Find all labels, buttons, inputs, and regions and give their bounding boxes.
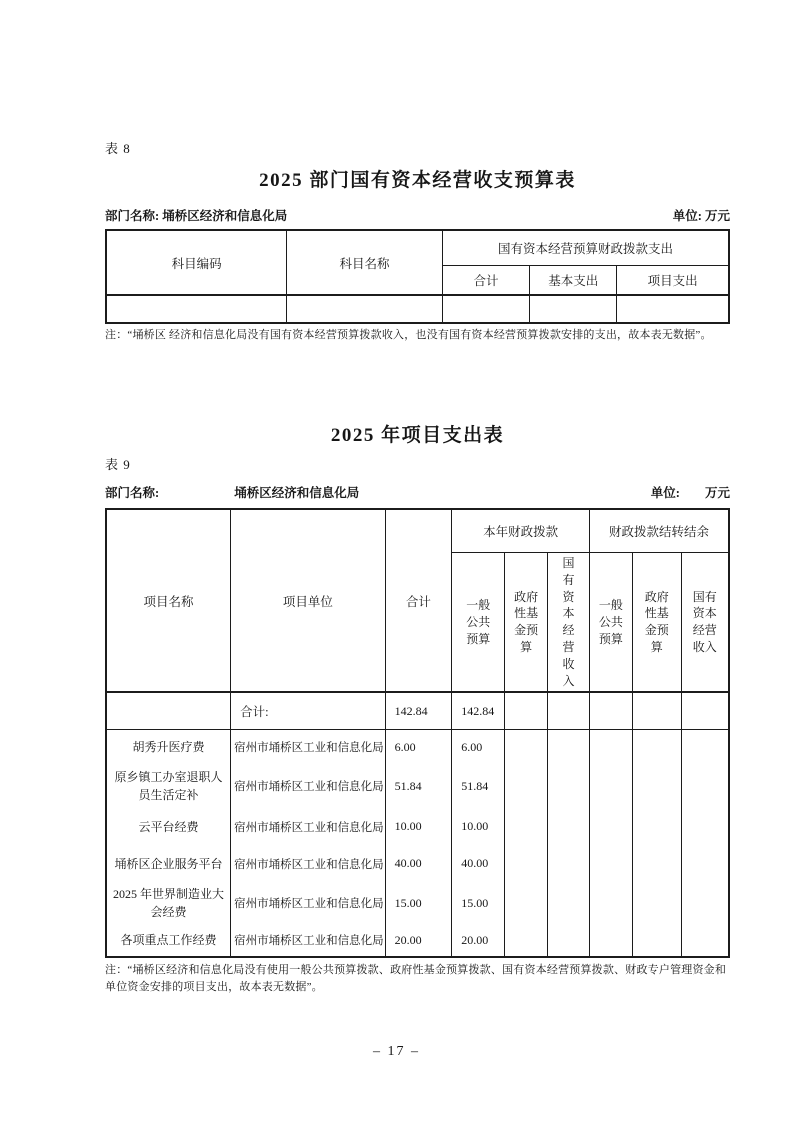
empty-cell: [505, 924, 548, 957]
table9-unit-value: 万元: [704, 486, 730, 501]
empty-cell: [681, 808, 729, 845]
empty-cell: [632, 882, 681, 924]
total-row-total: 142.84: [385, 692, 452, 730]
total-row: [106, 692, 729, 730]
empty-cell: [505, 730, 548, 765]
empty-cell: [681, 692, 729, 730]
state-capital-budget-table: [105, 229, 730, 324]
col-header-gov-fund-budget: 政府性基金预算: [505, 553, 548, 693]
table9-title: 2025 年项目支出表: [330, 425, 505, 447]
empty-cell: [287, 295, 443, 323]
col-header-general-public-budget: 一般公共预算: [452, 553, 505, 693]
col-header-carryover-general-public-budget: 一般公共预算: [589, 553, 632, 693]
empty-cell: [505, 764, 548, 808]
project-unit: 宿州市埇桥区工业和信息化局: [231, 808, 386, 845]
empty-cell: [632, 764, 681, 808]
total-row-label: 合计:: [231, 692, 386, 730]
empty-cell: [548, 730, 590, 765]
empty-cell: [505, 808, 548, 845]
table-row: [106, 730, 729, 765]
empty-cell: [681, 730, 729, 765]
project-general-public-budget: 40.00: [452, 845, 505, 882]
empty-cell: [589, 730, 632, 765]
col-header-project-expense: 项目支出: [617, 266, 729, 296]
col-header-group-state-capital: 国有资本经营预算财政拨款支出: [442, 230, 729, 266]
table8-unit-label: 单位:: [672, 209, 702, 223]
table8-note: 注：“埇桥区 经济和信息化局没有国有资本经营预算拨款收入，也没有国有资本经营预算拨款安排的支出，故本表无数据”。: [105, 329, 712, 341]
empty-cell: [106, 295, 287, 323]
project-name: 云平台经费: [106, 808, 231, 845]
project-name: 2025 年世界制造业大会经费: [106, 882, 231, 924]
table9-tag: 表 9: [105, 457, 131, 473]
empty-cell: [442, 295, 529, 323]
project-general-public-budget: 6.00: [452, 730, 505, 765]
project-total: 51.84: [385, 764, 452, 808]
empty-cell: [589, 845, 632, 882]
project-name: 各项重点工作经费: [106, 924, 231, 957]
table9-department-name: 埇桥区经济和信息化局: [234, 486, 360, 501]
table-row: [106, 845, 729, 882]
project-name: 埇桥区企业服务平台: [106, 845, 231, 882]
table8-tag: 表 8: [105, 141, 131, 156]
project-name: 胡秀升医疗费: [106, 730, 231, 765]
table9-unit: [651, 483, 730, 501]
empty-cell: [681, 882, 729, 924]
col-header-total: 合计: [442, 266, 529, 296]
empty-cell: [548, 692, 590, 730]
project-general-public-budget: 51.84: [452, 764, 505, 808]
empty-cell: [681, 845, 729, 882]
empty-cell: [632, 692, 681, 730]
empty-cell: [632, 730, 681, 765]
project-unit: 宿州市埇桥区工业和信息化局: [231, 924, 386, 957]
col-header-state-capital-income: 国有资本经营收入: [548, 553, 590, 693]
col-header-subject-name: 科目名称: [287, 230, 443, 295]
table9-department: [105, 483, 359, 501]
table8-department-name: 埇桥区经济和信息化局: [162, 209, 288, 223]
project-general-public-budget: 10.00: [452, 808, 505, 845]
col-header-subject-code: 科目编码: [106, 230, 287, 295]
empty-cell: [632, 924, 681, 957]
table9-unit-label: 单位:: [650, 486, 680, 501]
page-number: – 17 –: [373, 1044, 420, 1059]
table-row: [106, 808, 729, 845]
empty-cell: [505, 882, 548, 924]
col-header-basic-expense: 基本支出: [530, 266, 617, 296]
project-total: 6.00: [385, 730, 452, 765]
col-header-carryover-gov-fund-budget: 政府性基金预算: [632, 553, 681, 693]
project-unit: 宿州市埇桥区工业和信息化局: [231, 730, 386, 765]
empty-cell: [632, 808, 681, 845]
table8-meta-row: [105, 206, 730, 224]
table8-unit-value: 万元: [704, 209, 730, 223]
col-header-carryover-state-capital-income: 国有资本经营收入: [681, 553, 729, 693]
table8-empty-row: [106, 295, 729, 323]
empty-cell: [505, 692, 548, 730]
col-header-project-unit: 项目单位: [231, 509, 386, 692]
project-total: 10.00: [385, 808, 452, 845]
table-row: [106, 924, 729, 957]
empty-cell: [589, 924, 632, 957]
project-unit: 宿州市埇桥区工业和信息化局: [231, 845, 386, 882]
project-total: 20.00: [385, 924, 452, 957]
empty-cell: [632, 845, 681, 882]
project-total: 40.00: [385, 845, 452, 882]
empty-cell: [589, 764, 632, 808]
project-total: 15.00: [385, 882, 452, 924]
empty-cell: [548, 882, 590, 924]
table-row: [106, 764, 729, 808]
table9-department-label: 部门名称:: [105, 486, 160, 501]
empty-cell: [589, 882, 632, 924]
empty-cell: [106, 692, 231, 730]
empty-cell: [548, 808, 590, 845]
table8-unit: [673, 206, 730, 224]
empty-cell: [505, 845, 548, 882]
total-row-general-public-budget: 142.84: [452, 692, 505, 730]
table9-meta-row: [105, 483, 730, 501]
empty-cell: [548, 764, 590, 808]
project-expenditure-table: [105, 508, 730, 958]
project-unit: 宿州市埇桥区工业和信息化局: [231, 882, 386, 924]
table8-title: 2025 部门国有资本经营收支预算表: [259, 170, 576, 191]
empty-cell: [681, 764, 729, 808]
col-header-group-current-year: 本年财政拨款: [452, 509, 590, 553]
col-header-group-carryover: 财政拨款结转结余: [589, 509, 729, 553]
col-header-project-name: 项目名称: [106, 509, 231, 692]
empty-cell: [548, 845, 590, 882]
col-header-total: 合计: [385, 509, 452, 692]
table8-department-label: 部门名称:: [105, 209, 160, 223]
empty-cell: [681, 924, 729, 957]
project-general-public-budget: 15.00: [452, 882, 505, 924]
table9-note: 注：“埇桥区经济和信息化局没有使用一般公共预算拨款、政府性基金预算拨款、国有资本经营预算拨款、财政专户管理资金和单位资金安排的项目支出，故本表无数据”。: [105, 964, 727, 994]
empty-cell: [589, 692, 632, 730]
table-row: [106, 882, 729, 924]
project-unit: 宿州市埇桥区工业和信息化局: [231, 764, 386, 808]
project-name: 原乡镇工办室退职人员生活定补: [106, 764, 231, 808]
project-general-public-budget: 20.00: [452, 924, 505, 957]
empty-cell: [617, 295, 729, 323]
empty-cell: [530, 295, 617, 323]
empty-cell: [589, 808, 632, 845]
table8-department: [105, 206, 287, 224]
empty-cell: [548, 924, 590, 957]
